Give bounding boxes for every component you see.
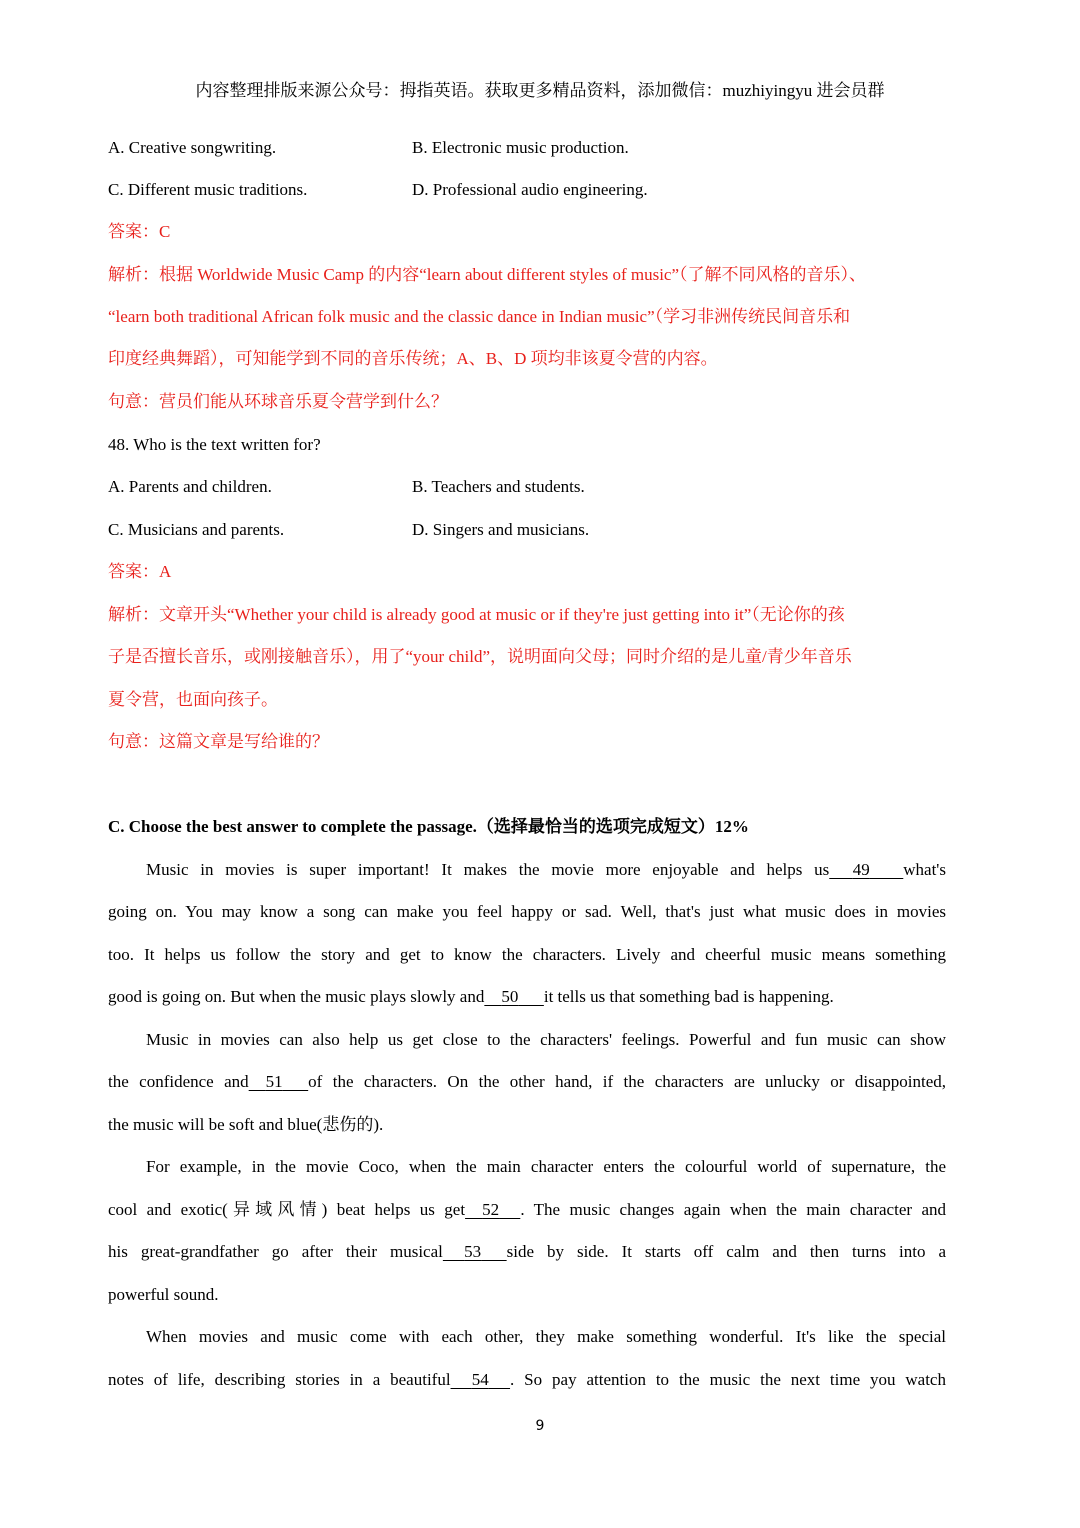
- passage-text: . So pay attention to the music the next time you watch: [510, 1370, 946, 1389]
- q48-answer: 答案：A: [108, 562, 172, 581]
- passage-text: Music in movies is super important! It makes the movie more enjoyable and helps us: [146, 860, 830, 879]
- passage-text: notes of life, describing stories in a beautiful: [108, 1370, 451, 1389]
- blank-52: [465, 1199, 520, 1221]
- passage-text: the confidence and: [108, 1072, 249, 1091]
- passage-text: . The music changes again when the main character and: [520, 1200, 946, 1219]
- blank-50-number: 50: [501, 987, 519, 1006]
- q48-analysis-line-2: 子是否擅长音乐，或刚接触音乐），用了“your child”，说明面向父母；同时介绍的是儿童/青少年音乐: [108, 647, 852, 666]
- q47-option-b: B. Electronic music production.: [412, 138, 629, 157]
- page-header: 内容整理排版来源公众号：拇指英语。获取更多精品资料，添加微信：muzhiyingyu 进会员群: [195, 81, 885, 100]
- q47-analysis-line-3: 印度经典舞蹈），可知能学到不同的音乐传统；A、B、D 项均非该夏令营的内容。: [108, 349, 718, 368]
- passage-p1-line-4: [108, 986, 834, 1008]
- q48-meaning: 句意：这篇文章是写给谁的？: [108, 732, 329, 751]
- q47-option-a: A. Creative songwriting.: [108, 138, 277, 157]
- passage-p1-line-1: [146, 859, 946, 881]
- blank-53-number: 53: [464, 1242, 482, 1261]
- passage-p2-line-1: Music in movies can also help us get close to the characters' feelings. Powerful and fun music can show: [146, 1030, 946, 1049]
- page-number: 9: [535, 1418, 545, 1434]
- q48-analysis-line-3: 夏令营，也面向孩子。: [108, 690, 278, 709]
- blank-54-number: 54: [471, 1370, 489, 1389]
- q47-analysis-line-1: 解析：根据 Worldwide Music Camp 的内容“learn about different styles of music”（了解不同风格的音乐）、: [108, 265, 867, 284]
- passage-p1-line-3: too. It helps us follow the story and get to know the characters. Lively and cheerful music means something: [108, 945, 946, 964]
- q48-option-a: A. Parents and children.: [108, 477, 272, 496]
- passage-p2-line-2: [108, 1071, 946, 1093]
- q47-meaning: 句意：营员们能从环球音乐夏令营学到什么？: [108, 392, 448, 411]
- blank-50: [484, 986, 544, 1008]
- passage-text: side by side. It starts off calm and then turns into a: [506, 1242, 947, 1261]
- q48-question: 48. Who is the text written for?: [108, 435, 321, 454]
- blank-51: [249, 1071, 309, 1093]
- q47-options-row-2: [108, 179, 648, 201]
- q48-options-row-1: [108, 476, 585, 498]
- passage-p3-line-3: [108, 1241, 946, 1263]
- q47-option-d: D. Professional audio engineering.: [412, 180, 648, 199]
- blank-49-number: 49: [852, 860, 870, 879]
- blank-49: [829, 859, 903, 881]
- q48-option-b: B. Teachers and students.: [412, 477, 585, 496]
- q47-options-row-1: [108, 137, 629, 159]
- blank-54: [451, 1369, 511, 1391]
- q48-option-d: D. Singers and musicians.: [412, 520, 590, 539]
- passage-text: it tells us that something bad is happening.: [543, 987, 834, 1006]
- q47-option-c: C. Different music traditions.: [108, 180, 308, 199]
- passage-p4-line-1: When movies and music come with each other, they make something wonderful. It's like the special: [146, 1327, 946, 1346]
- passage-p4-line-2: [108, 1369, 946, 1391]
- blank-52-number: 52: [482, 1200, 500, 1219]
- passage-p3-line-2: [108, 1199, 946, 1221]
- passage-text: his great-grandfather go after their musical: [108, 1242, 443, 1261]
- q48-analysis-line-1: 解析：文章开头“Whether your child is already good at music or if they're just getting into it”（无论你的孩: [108, 605, 845, 624]
- passage-p3-line-4: powerful sound.: [108, 1285, 219, 1304]
- q47-analysis-line-2: “learn both traditional African folk music and the classic dance in Indian music”（学习非洲传统民间音乐和: [108, 307, 851, 326]
- passage-p3-line-1: For example, in the movie Coco, when the main character enters the colourful world of supernature, the: [146, 1157, 946, 1176]
- passage-text: of the characters. On the other hand, if the characters are unlucky or disappointed,: [308, 1072, 946, 1091]
- q48-option-c: C. Musicians and parents.: [108, 520, 285, 539]
- passage-p1-line-2: going on. You may know a song can make you feel happy or sad. Well, that's just what music does in movies: [108, 902, 946, 921]
- q48-options-row-2: [108, 519, 590, 541]
- blank-51-number: 51: [265, 1072, 283, 1091]
- section-c-title: C. Choose the best answer to complete the passage.（选择最恰当的选项完成短文）12%: [108, 817, 749, 836]
- passage-text: what's: [903, 860, 946, 879]
- q47-answer: 答案：C: [108, 222, 171, 241]
- passage-text: cool and exotic(异域风情) beat helps us get: [108, 1200, 466, 1219]
- passage-text: good is going on. But when the music plays slowly and: [108, 987, 485, 1006]
- passage-p2-line-3: the music will be soft and blue(悲伤的).: [108, 1115, 384, 1134]
- blank-53: [443, 1241, 507, 1263]
